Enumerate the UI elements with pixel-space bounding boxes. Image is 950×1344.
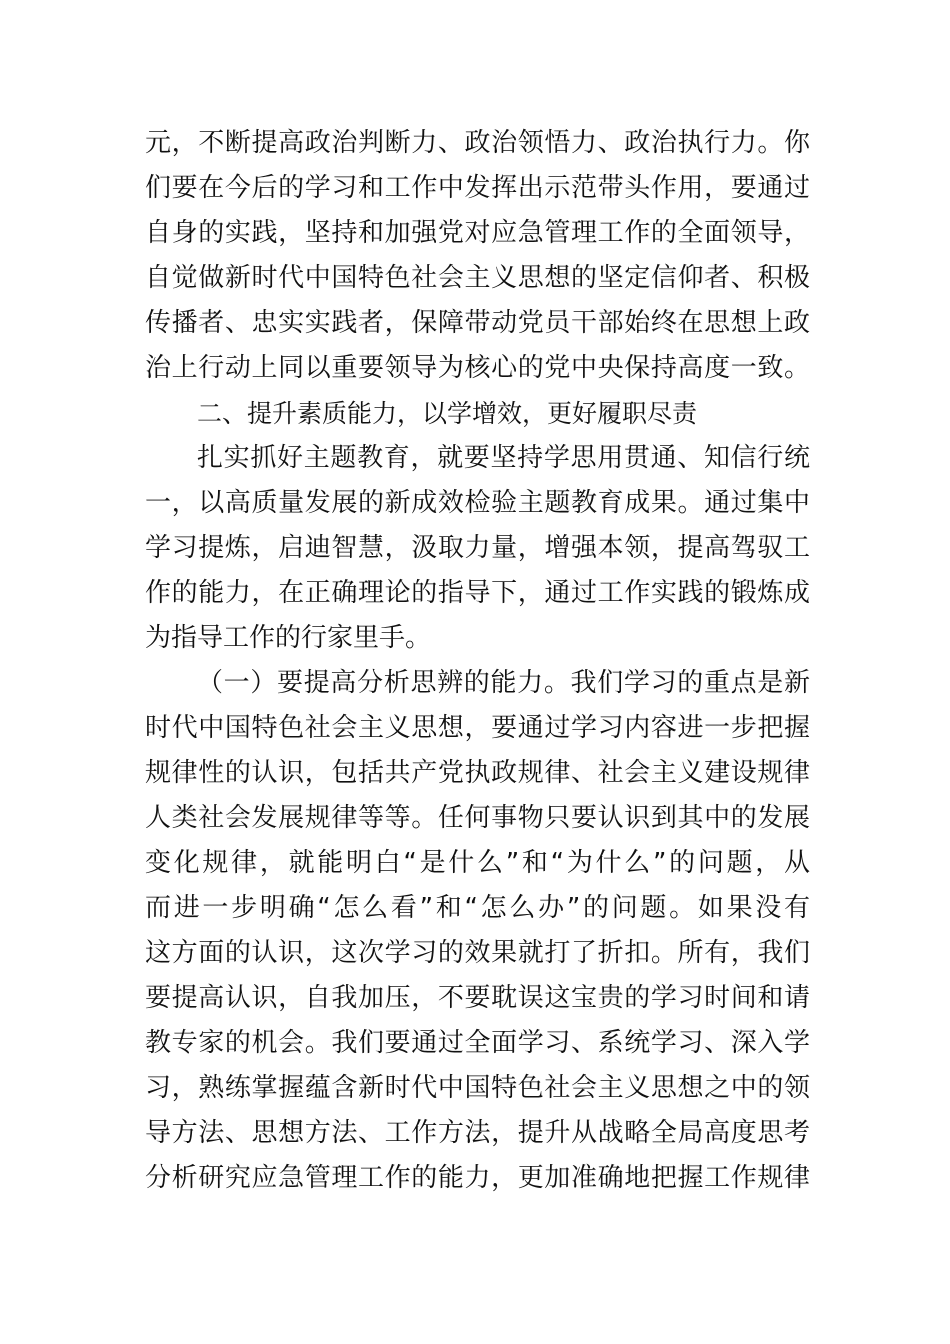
paragraph-line: 学习提炼，启迪智慧，汲取力量，增强本领，提高驾驭工 [145, 533, 810, 563]
paragraph-line: 而进一步明确“怎么看”和“怎么办”的问题。如果没有 [145, 893, 810, 923]
document-body [145, 121, 810, 1201]
paragraph-line: 这方面的认识，这次学习的效果就打了折扣。所有，我们 [145, 938, 810, 968]
paragraph-line: 为指导工作的行家里手。 [145, 623, 432, 653]
section-heading: 二、提升素质能力，以学增效，更好履职尽责 [197, 399, 698, 428]
paragraph-line: 时代中国特色社会主义思想，要通过学习内容进一步把握 [145, 713, 810, 743]
paragraph-line: 习，熟练掌握蕴含新时代中国特色社会主义思想之中的领 [145, 1073, 810, 1103]
paragraph-line: 要提高认识，自我加压，不要耽误这宝贵的学习时间和请 [145, 983, 810, 1013]
paragraph-line: 规律性的认识，包括共产党执政规律、社会主义建设规律 [145, 758, 810, 788]
paragraph-line: 导方法、思想方法、工作方法，提升从战略全局高度思考 [145, 1118, 810, 1148]
paragraph-line: 自身的实践，坚持和加强党对应急管理工作的全面领导， [145, 218, 810, 248]
paragraph-line: 作的能力，在正确理论的指导下，通过工作实践的锻炼成 [145, 578, 810, 608]
paragraph-line: 治上行动上同以重要领导为核心的党中央保持高度一致。 [145, 353, 810, 383]
paragraph-line: 扎实抓好主题教育，就要坚持学思用贯通、知信行统 [197, 443, 810, 473]
paragraph-line: 变化规律，就能明白“是什么”和“为什么”的问题，从 [145, 848, 810, 878]
subsection-heading-line: （一）要提高分析思辨的能力。我们学习的重点是新 [197, 668, 810, 698]
paragraph-line: 们要在今后的学习和工作中发挥出示范带头作用，要通过 [145, 173, 810, 203]
paragraph-line: 分析研究应急管理工作的能力，更加准确地把握工作规律 [145, 1163, 810, 1193]
paragraph-line: 传播者、忠实实践者，保障带动党员干部始终在思想上政 [145, 308, 810, 338]
paragraph-line: 教专家的机会。我们要通过全面学习、系统学习、深入学 [145, 1028, 810, 1058]
paragraph-line: 自觉做新时代中国特色社会主义思想的坚定信仰者、积极 [145, 263, 810, 293]
paragraph-line: 元，不断提高政治判断力、政治领悟力、政治执行力。你 [145, 128, 810, 158]
paragraph-line: 人类社会发展规律等等。任何事物只要认识到其中的发展 [145, 803, 810, 833]
paragraph-line: 一，以高质量发展的新成效检验主题教育成果。通过集中 [145, 488, 810, 518]
